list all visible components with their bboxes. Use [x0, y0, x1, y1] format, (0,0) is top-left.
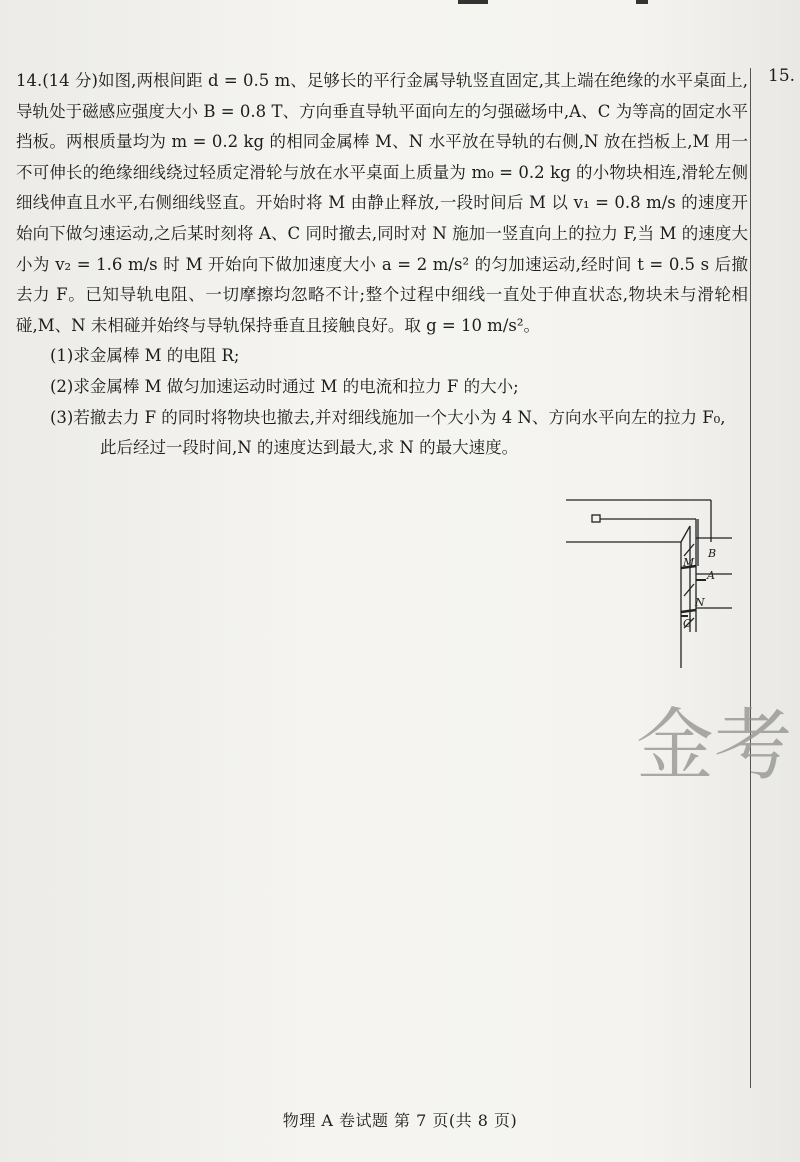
watermark — [636, 686, 800, 796]
rail-corner — [681, 526, 690, 542]
label-A: A — [707, 569, 715, 582]
label-C: C — [683, 617, 692, 630]
bar-N — [681, 610, 696, 612]
label-B: B — [708, 547, 717, 560]
question-points: (14 分) — [42, 71, 98, 90]
sub-question-1: (1)求金属棒 M 的电阻 R; — [50, 346, 240, 366]
next-question-number: 15. — [768, 66, 796, 86]
question-stem — [16, 66, 748, 341]
sub-question-2: (2)求金属棒 M 做匀加速运动时通过 M 的电流和拉力 F 的大小; — [50, 376, 519, 396]
field-mark-1 — [684, 544, 694, 556]
small-block — [592, 515, 600, 522]
sub-question-3: (3)若撤去力 F 的同时将物块也撤去,并对细线施加一个大小为 4 N、方向水平向左的拉力 F₀, — [50, 407, 726, 427]
question-paragraph: 如图,两根间距 d = 0.5 m、足够长的平行金属导轨竖直固定,其上端在绝缘的水平桌面上,导轨处于磁感应强度大小 B = 0.8 T、方向垂直导轨平面向左的匀强磁场中,A、C 为等高的固定水平挡板。两根质量均为 m = 0.2 kg 的相同金属棒 M、N 水平放在导轨的右侧,N 放在挡板上,M 用一不可伸长的绝缘细线绕过轻质定滑轮与放在水平桌面上质量为 m₀ = 0.2 kg 的小物块相连,滑轮左侧细线伸直且水平,右侧细线竖直。开始时将 M 由静止释放,一段时间后 M 以 v₁ = 0.8 m/s 的速度开始向下做匀速运动,之后某时刻将 A、C 同时撤去,同时对 N 施加一竖直向上的拉力 F,当 M 的速度大小为 v₂ = 1.6 m/s 时 M 开始向下做加速度大小 a = 2 m/s² 的匀加速运动,经时间 t = 0.5 s 后撤去力 F。已知导轨电阻、一切摩擦均忽略不计;整个过程中细线一直处于伸直状态,物块未与滑轮相碰,M、N 未相碰并始终与导轨保持垂直且接触良好。取 g = 10 m/s²。 — [16, 71, 748, 335]
field-mark-2 — [684, 584, 694, 596]
label-N: N — [695, 596, 705, 609]
watermark-text: 金考 — [636, 701, 793, 791]
question-number: 14. — [16, 71, 43, 90]
column-divider — [750, 68, 751, 1088]
page-footer: 物理 A 卷试题 第 7 页(共 8 页) — [282, 1111, 518, 1130]
rail-diagram — [556, 496, 746, 676]
top-edge-marks — [400, 0, 660, 6]
label-M: M — [683, 556, 695, 569]
sub-question-list — [16, 341, 748, 463]
sub-question-3-continued: 此后经过一段时间,N 的速度达到最大,求 N 的最大速度。 — [100, 438, 519, 458]
question-14 — [16, 66, 748, 464]
